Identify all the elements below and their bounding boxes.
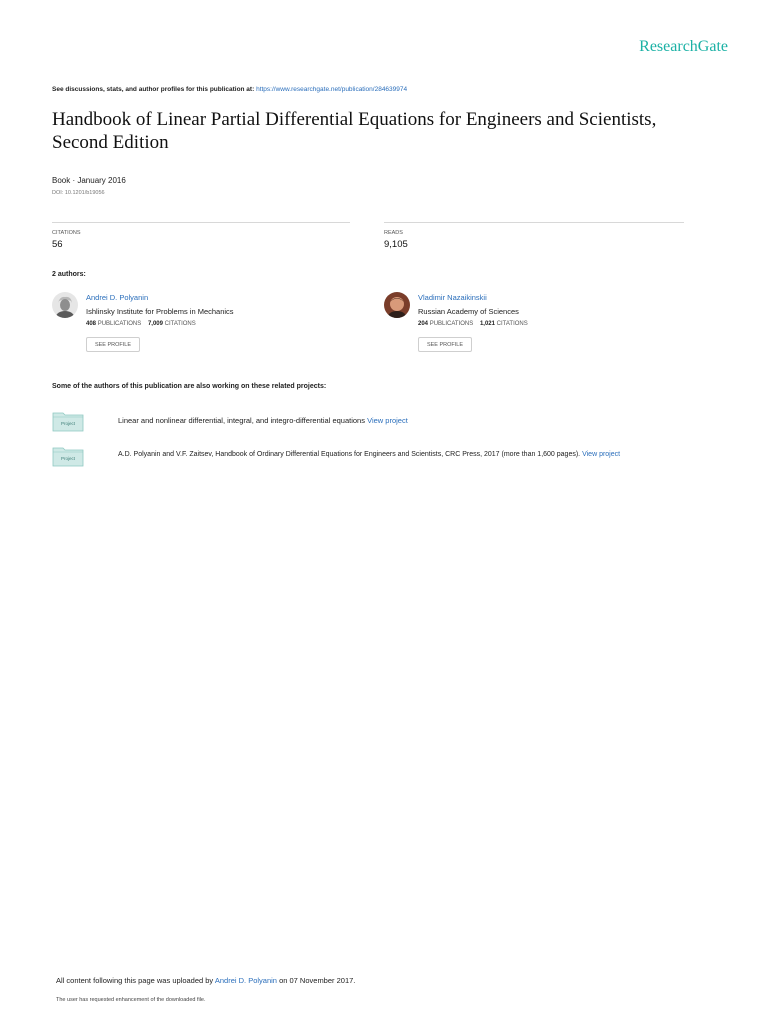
divider-reads bbox=[384, 222, 684, 223]
author-stats bbox=[86, 321, 196, 327]
publication-title: Handbook of Linear Partial Differential Equations for Engineers and Scientists, Second Edition bbox=[52, 109, 657, 153]
related-projects-heading: Some of the authors of this publication are also working on these related projects: bbox=[52, 383, 327, 390]
publication-doi: DOI: 10.1201/b19056 bbox=[52, 190, 105, 196]
enhancement-note: The user has requested enhancement of the downloaded file. bbox=[56, 997, 206, 1003]
publication-link-line bbox=[52, 86, 407, 93]
reads-value: 9,105 bbox=[384, 239, 408, 250]
project-folder-icon bbox=[52, 410, 84, 432]
reads-label: READS bbox=[384, 230, 403, 236]
author-citations-label: CITATIONS bbox=[164, 321, 196, 327]
authors-heading: 2 authors: bbox=[52, 271, 86, 278]
avatar[interactable] bbox=[384, 292, 410, 318]
upload-suffix: on 07 November 2017. bbox=[279, 976, 356, 985]
author-citations-count: 1,021 bbox=[479, 321, 495, 327]
publication-url-link[interactable]: https://www.researchgate.net/publication/284639974 bbox=[256, 86, 408, 93]
view-project-link[interactable]: View project bbox=[582, 451, 621, 458]
author-name-link[interactable]: Andrei D. Polyanin bbox=[86, 293, 149, 302]
author-publications-count: 204 bbox=[418, 321, 429, 327]
author-name-link[interactable]: Vladimir Nazaikinskii bbox=[418, 293, 487, 302]
author-publications-label: PUBLICATIONS bbox=[429, 321, 474, 327]
author-citations-label: CITATIONS bbox=[496, 321, 528, 327]
project-description bbox=[118, 451, 620, 458]
project-title: Linear and nonlinear differential, integral, and integro-differential equations bbox=[118, 416, 365, 425]
upload-prefix: All content following this page was uploaded by bbox=[56, 976, 214, 985]
author-publications-count: 408 bbox=[86, 321, 97, 327]
upload-info bbox=[56, 976, 355, 985]
author-stats bbox=[418, 321, 528, 327]
view-project-link[interactable]: View project bbox=[367, 416, 408, 425]
see-profile-button[interactable]: SEE PROFILE bbox=[418, 337, 472, 352]
author-institution: Ishlinsky Institute for Problems in Mechanics bbox=[86, 307, 234, 316]
author-publications-label: PUBLICATIONS bbox=[97, 321, 142, 327]
author-card bbox=[384, 292, 684, 362]
intro-text: See discussions, stats, and author profiles for this publication at: bbox=[52, 86, 255, 93]
project-folder-icon bbox=[52, 445, 84, 467]
project-folder-label: Project bbox=[60, 421, 76, 426]
author-institution: Russian Academy of Sciences bbox=[418, 307, 519, 316]
author-card bbox=[52, 292, 352, 362]
project-item bbox=[52, 445, 712, 467]
citations-value: 56 bbox=[52, 239, 63, 250]
project-title: A.D. Polyanin and V.F. Zaitsev, Handbook of Ordinary Differential Equations for Engineers and Scientists, CRC Press, 2017 (more than 1,600 pages). bbox=[118, 451, 581, 458]
project-item bbox=[52, 410, 712, 432]
citations-label: CITATIONS bbox=[52, 230, 81, 236]
uploader-link[interactable]: Andrei D. Polyanin bbox=[214, 976, 277, 985]
publication-type-date: Book · January 2016 bbox=[52, 176, 126, 185]
divider-citations bbox=[52, 222, 350, 223]
researchgate-logo[interactable]: ResearchGate bbox=[639, 38, 728, 55]
author-citations-count: 7,009 bbox=[147, 321, 163, 327]
project-folder-label: Project bbox=[60, 456, 76, 461]
see-profile-button[interactable]: SEE PROFILE bbox=[86, 337, 140, 352]
avatar[interactable] bbox=[52, 292, 78, 318]
project-description bbox=[118, 416, 408, 425]
